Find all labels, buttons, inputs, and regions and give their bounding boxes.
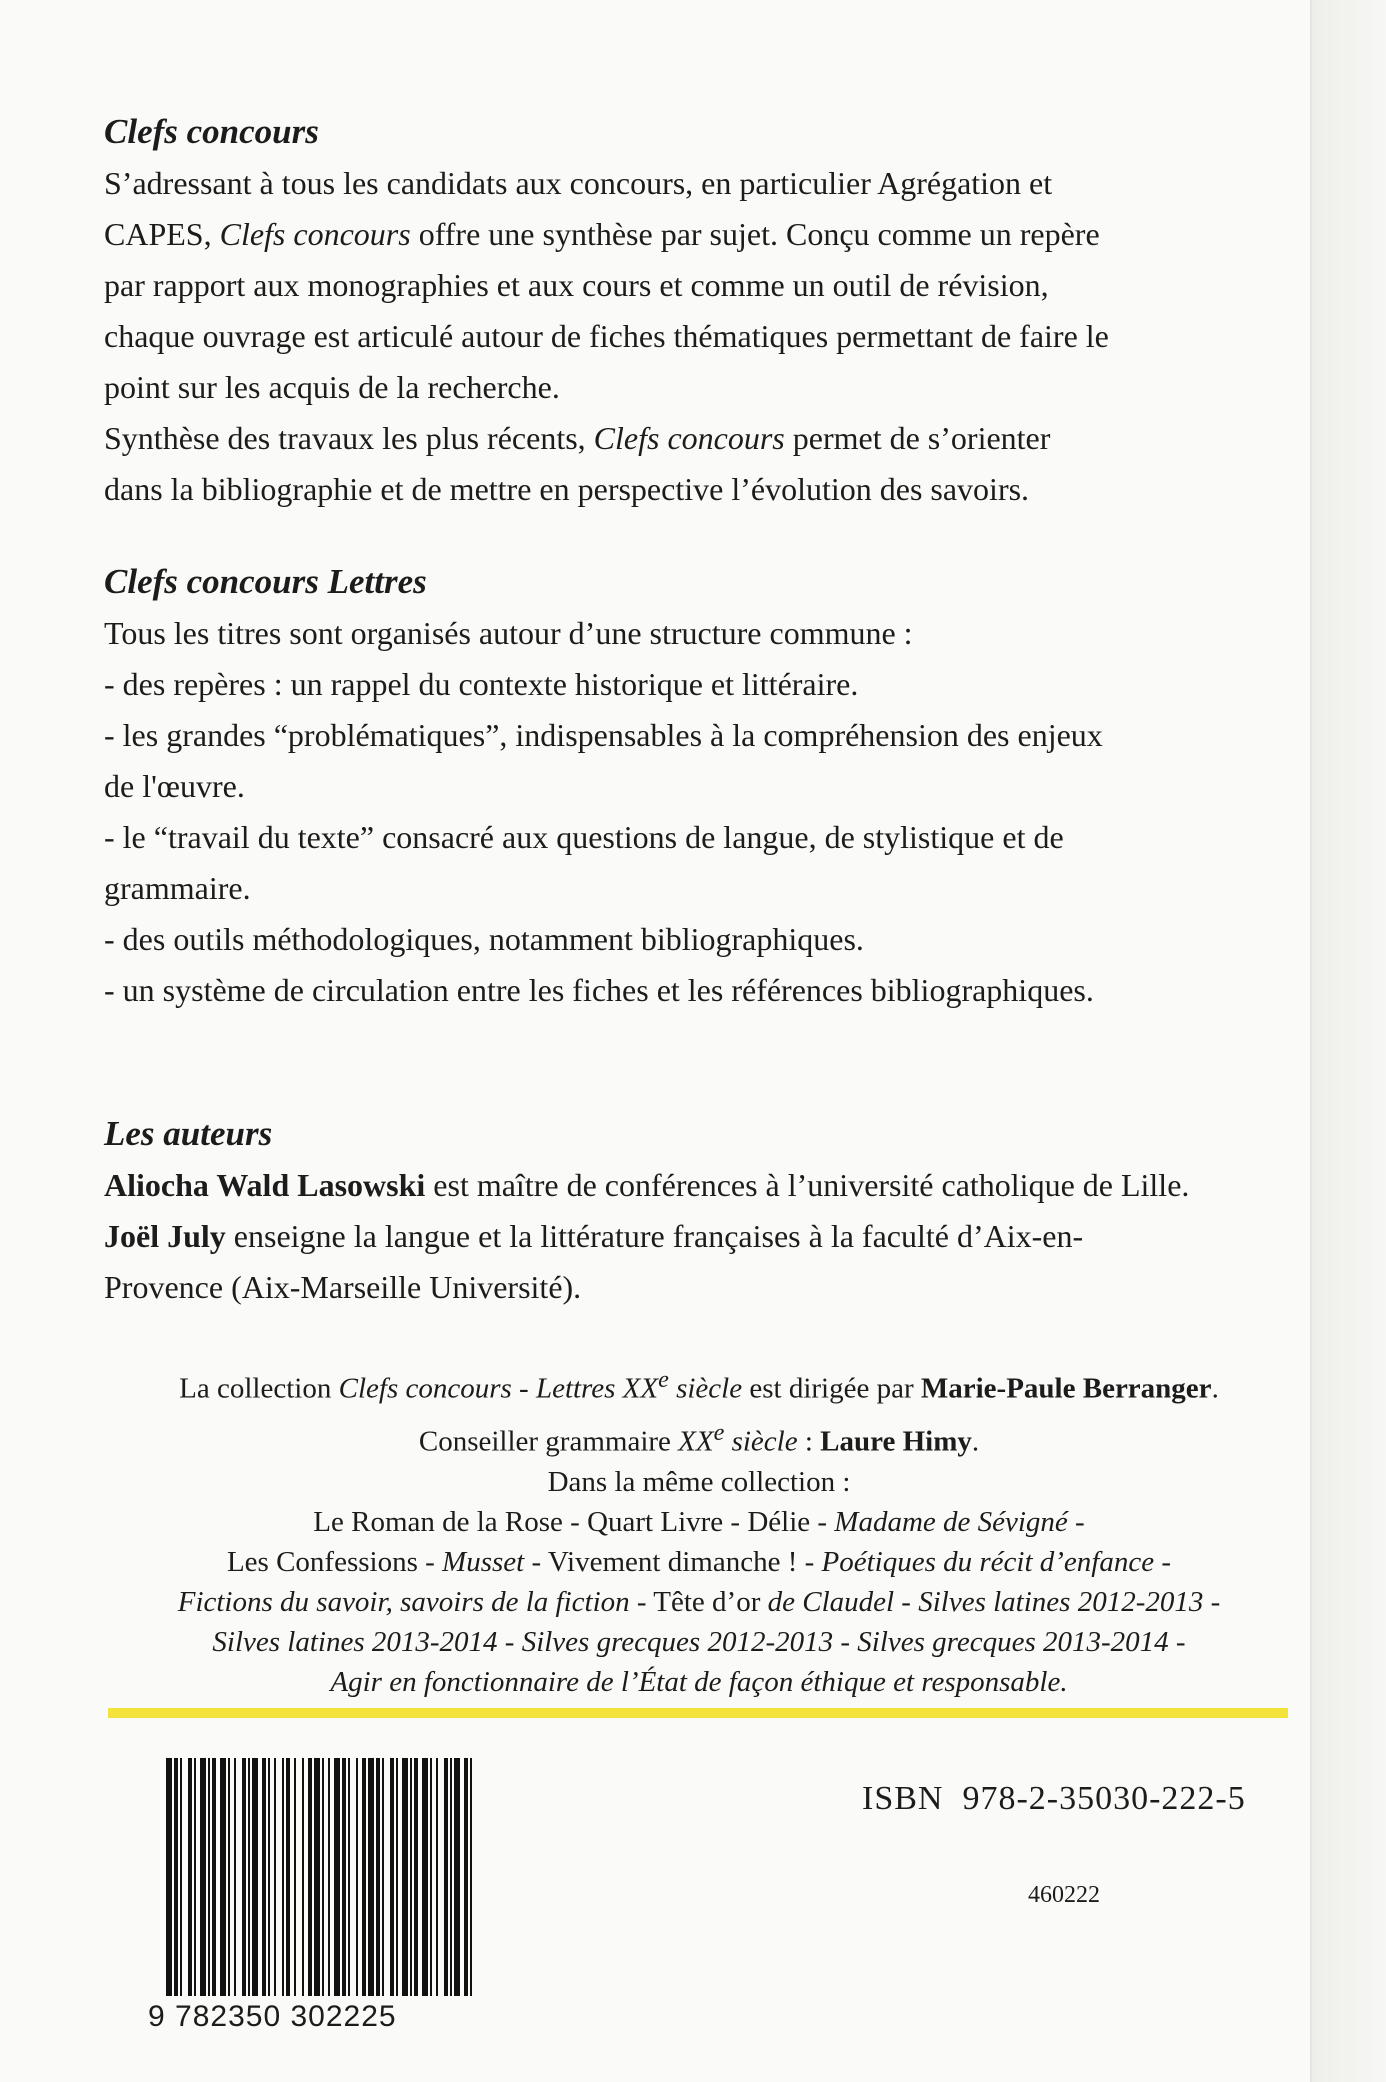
barcode-bar [282, 1758, 284, 1996]
auteurs-heading: Les auteurs [104, 1114, 273, 1153]
related-line-4: Silves latines 2013-2014 - Silves grecques 2012-2013 - Silves grecques 2013-2014 - [212, 1626, 1186, 1658]
isbn: ISBN 978-2-35030-222-5 [862, 1780, 1246, 1817]
barcode-bar [166, 1758, 172, 1996]
cover-edge [1312, 0, 1386, 2082]
barcode-bar [180, 1758, 182, 1996]
yellow-rule [108, 1708, 1288, 1718]
barcode-bar [242, 1758, 246, 1996]
barcode-bar [294, 1758, 296, 1996]
barcode-bar [212, 1758, 216, 1996]
barcode-bar [368, 1758, 374, 1996]
auteur-1: Aliocha Wald Lasowski est maître de conférences à l’université catholique de Lille. [104, 1167, 1190, 1203]
related-intro: Dans la même collection : [547, 1466, 851, 1498]
product-code: 460222 [1028, 1882, 1100, 1908]
clefs-line-7: dans la bibliographie et de mettre en perspective l’évolution des savoirs. [104, 471, 1030, 507]
barcode-bar [200, 1758, 206, 1996]
lettres-line-3: - les grandes “problématiques”, indispensables à la compréhension des enjeux [104, 717, 1103, 753]
barcode-bar [362, 1758, 366, 1996]
barcode-bar [402, 1758, 408, 1996]
barcode-bar [208, 1758, 210, 1996]
clefs-line-3: par rapport aux monographies et aux cours et comme un outil de révision, [104, 267, 1049, 303]
auteur-2: Joël July enseigne la langue et la littérature françaises à la faculté d’Aix-en- [104, 1218, 1084, 1254]
barcode-bar [308, 1758, 312, 1996]
barcode-bar [396, 1758, 398, 1996]
barcode-bar [342, 1758, 346, 1996]
barcode-bar [268, 1758, 270, 1996]
barcode-bar [376, 1758, 380, 1996]
barcode-bar [470, 1758, 472, 1996]
barcode-bar [436, 1758, 438, 1996]
lettres-line-1: Tous les titres sont organisés autour d’une structure commune : [104, 615, 913, 651]
barcode-bar [390, 1758, 394, 1996]
lettres-line-6: grammaire. [104, 870, 251, 906]
related-line-3: Fictions du savoir, savoirs de la fiction - Tête d’or de Claudel - Silves latines 2012-2013 - [177, 1586, 1221, 1618]
barcode-bar [314, 1758, 320, 1996]
clefs-concours-heading: Clefs concours [104, 112, 319, 151]
grammar-advisor: Conseiller grammaire XXe siècle : Laure Himy. [418, 1418, 980, 1458]
lettres-line-2: - des repères : un rappel du contexte historique et littéraire. [104, 666, 859, 702]
barcode-bar [382, 1758, 384, 1996]
collection-director: La collection Clefs concours - Lettres XXe siècle est dirigée par Marie-Paule Berranger. [179, 1366, 1219, 1405]
barcode-bar [252, 1758, 258, 1996]
clefs-line-6: Synthèse des travaux les plus récents, Clefs concours permet de s’orienter [104, 420, 1051, 456]
barcode-bar [228, 1758, 230, 1996]
barcode-bar [248, 1758, 250, 1996]
auteurs-section [104, 1112, 1294, 1313]
barcode-bar [274, 1758, 276, 1996]
barcode-bar [322, 1758, 324, 1996]
related-line-2: Les Confessions - Musset - Vivement dimanche ! - Poétiques du récit d’enfance - [226, 1546, 1172, 1578]
barcode [148, 1758, 488, 2038]
barcode-bar [422, 1758, 428, 1996]
lettres-line-7: - des outils méthodologiques, notamment bibliographiques. [104, 921, 864, 957]
barcode-bar [286, 1758, 290, 1996]
auteur-2-cont: Provence (Aix-Marseille Université). [104, 1269, 582, 1305]
clefs-line-4: chaque ouvrage est articulé autour de fiches thématiques permettant de faire le [104, 318, 1109, 354]
collection-credits [104, 1358, 1294, 1463]
barcode-bar [220, 1758, 226, 1996]
clefs-line-2: CAPES, Clefs concours offre une synthèse par sujet. Conçu comme un repère [104, 216, 1100, 252]
barcode-bar [348, 1758, 350, 1996]
clefs-line-5: point sur les acquis de la recherche. [104, 369, 560, 405]
barcode-bar [410, 1758, 412, 1996]
barcode-bar [454, 1758, 460, 1996]
clefs-line-1: S’adressant à tous les candidats aux concours, en particulier Agrégation et [104, 165, 1053, 201]
barcode-bar [302, 1758, 304, 1996]
clefs-lettres-heading: Clefs concours Lettres [104, 562, 427, 601]
barcode-bar [262, 1758, 266, 1996]
clefs-lettres-section [104, 560, 1294, 1016]
lettres-line-5: - le “travail du texte” consacré aux questions de langue, de stylistique et de [104, 819, 1064, 855]
lettres-line-8: - un système de circulation entre les fiches et les références bibliographiques. [104, 972, 1094, 1008]
barcode-bar [328, 1758, 330, 1996]
related-line-1: Le Roman de la Rose - Quart Livre - Délie - Madame de Sévigné - [313, 1506, 1085, 1538]
related-line-5: Agir en fonctionnaire de l’État de façon éthique et responsable. [330, 1666, 1068, 1698]
barcode-bar [356, 1758, 358, 1996]
barcode-bar [334, 1758, 340, 1996]
barcode-bar [464, 1758, 468, 1996]
barcode-bar [188, 1758, 192, 1996]
barcode-bar [194, 1758, 196, 1996]
clefs-concours-section [104, 110, 1294, 515]
barcode-bar [450, 1758, 452, 1996]
lettres-line-4: de l'œuvre. [104, 768, 245, 804]
related-titles [104, 1462, 1294, 1702]
barcode-bar [174, 1758, 178, 1996]
barcode-bar [234, 1758, 236, 1996]
barcode-bar [430, 1758, 432, 1996]
barcode-bar [444, 1758, 448, 1996]
barcode-bar [414, 1758, 418, 1996]
barcode-digits: 9 782350 302225 [148, 2000, 397, 2033]
